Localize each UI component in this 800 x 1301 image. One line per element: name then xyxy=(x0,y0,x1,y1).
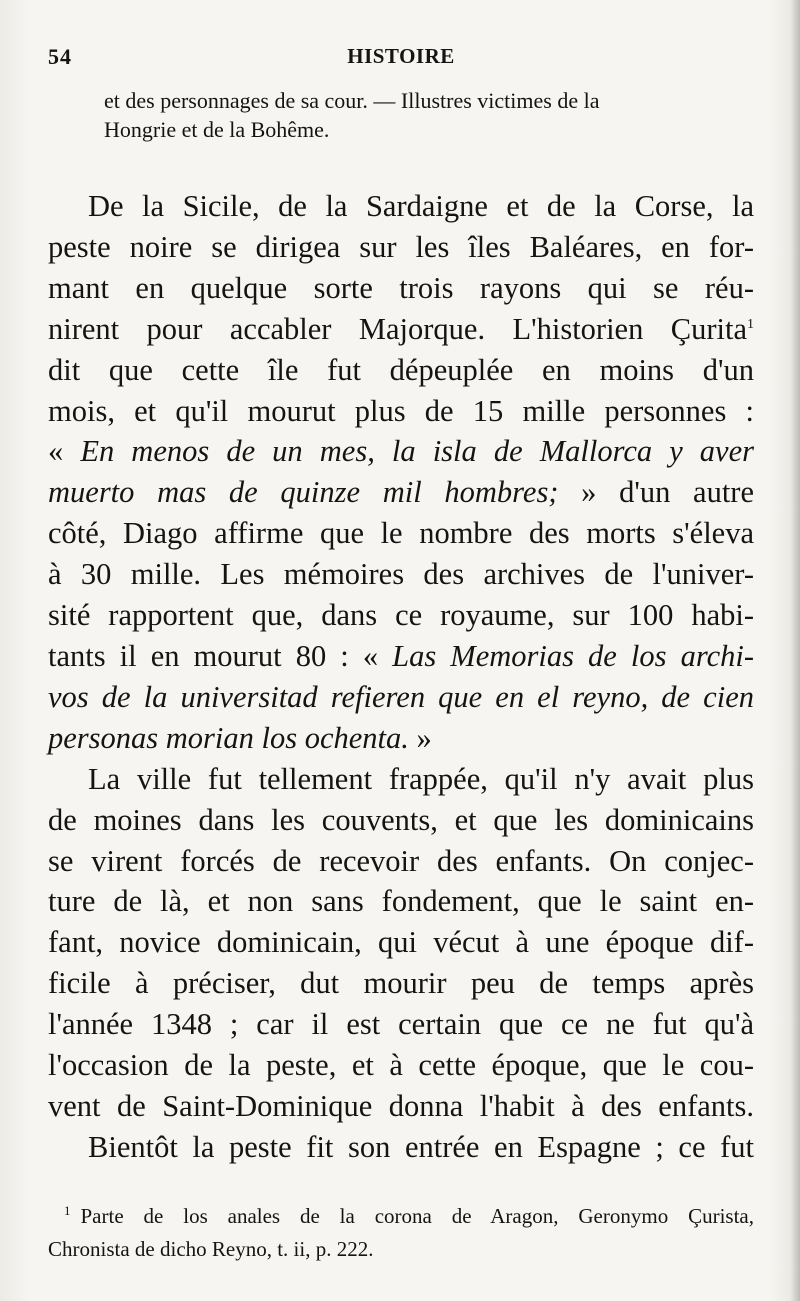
text-line xyxy=(48,718,754,759)
quotation-italic: Las Memorias de los archi- xyxy=(392,638,754,673)
text-line xyxy=(48,636,754,677)
page-header xyxy=(48,40,754,72)
chapter-summary xyxy=(104,86,752,144)
summary-line: et des personnages de sa cour. — Illustres victimes de la xyxy=(104,88,600,113)
text-line: De la Sicile, de la Sardaigne et de la Corse, la xyxy=(88,189,754,223)
text-line: mant en quelque sorte trois rayons qui se réu- xyxy=(48,270,754,305)
text-line: à 30 mille. Les mémoires des archives de l'univer- xyxy=(48,557,754,592)
text-line: sité rapportent que, dans ce royaume, sur 100 habi- xyxy=(48,598,754,633)
quotation-italic: personas morian los ochenta. xyxy=(48,720,409,755)
text-line: côté, Diago affirme que le nombre des morts s'éleva xyxy=(48,516,754,551)
text-line xyxy=(48,431,754,472)
text-line: l'occasion de la peste, et à cette époque, que le cou- xyxy=(48,1048,754,1083)
quote-open: « xyxy=(48,434,81,469)
page-number: 54 xyxy=(48,44,72,69)
quotation-italic: En menos de un mes, la isla de Mallorca y aver xyxy=(80,434,755,469)
quotation-italic: muerto mas de quinze mil hombres; xyxy=(48,475,559,510)
summary-line: Hongrie et de la Bohême. xyxy=(104,117,330,142)
text-line: l'année 1348 ; car il est certain que ce ne fut qu'à xyxy=(48,1007,754,1042)
page-spine-shadow xyxy=(790,0,800,1301)
footnote-block xyxy=(48,1200,754,1266)
running-title: HISTOIRE xyxy=(347,44,455,68)
text-line: dit que cette île fut dépeuplée en moins d'un xyxy=(48,352,754,387)
text-segment: » d'un autre xyxy=(558,475,754,510)
text-line: vent de Saint-Dominique donna l'habit à des enfants. xyxy=(48,1088,754,1123)
text-segment: nirent pour accabler Majorque. L'historien Çurita xyxy=(48,311,747,346)
quotation-italic: vos de la universitad refieren que en el reyno, de cien xyxy=(48,679,754,714)
text-line: La ville fut tellement frappée, qu'il n'y avait plus xyxy=(88,761,754,796)
footnote-line xyxy=(48,1200,754,1233)
text-line: ficile à préciser, dut mourir peu de temps après xyxy=(48,966,754,1001)
text-line: mois, et qu'il mourut plus de 15 mille personnes : xyxy=(48,393,754,428)
text-line: ture de là, et non sans fondement, que le saint en- xyxy=(48,884,754,919)
text-line: peste noire se dirigea sur les îles Baléares, en for- xyxy=(48,229,754,264)
text-line: fant, novice dominicain, qui vécut à une époque dif- xyxy=(48,925,754,960)
footnote-line: Chronista de dicho Reyno, t. ii, p. 222. xyxy=(48,1237,374,1261)
text-segment: tants il en mourut 80 : « xyxy=(48,638,393,673)
text-line: Bientôt la peste fit son entrée en Espagne ; ce fut xyxy=(88,1129,754,1164)
text-line xyxy=(48,677,754,718)
text-line xyxy=(48,309,754,350)
body-text xyxy=(48,186,754,1168)
quote-close: » xyxy=(408,720,432,755)
footnote-text: Parte de los anales de la corona de Aragon, Geronymo Çurista, xyxy=(80,1204,754,1228)
footnote-reference: 1 xyxy=(747,316,754,332)
text-line: de moines dans les couvents, et que les dominicains xyxy=(48,802,754,837)
text-line xyxy=(48,472,754,513)
text-line: se virent forcés de recevoir des enfants. On conjec- xyxy=(48,843,754,878)
footnote-mark: 1 xyxy=(64,1203,71,1218)
